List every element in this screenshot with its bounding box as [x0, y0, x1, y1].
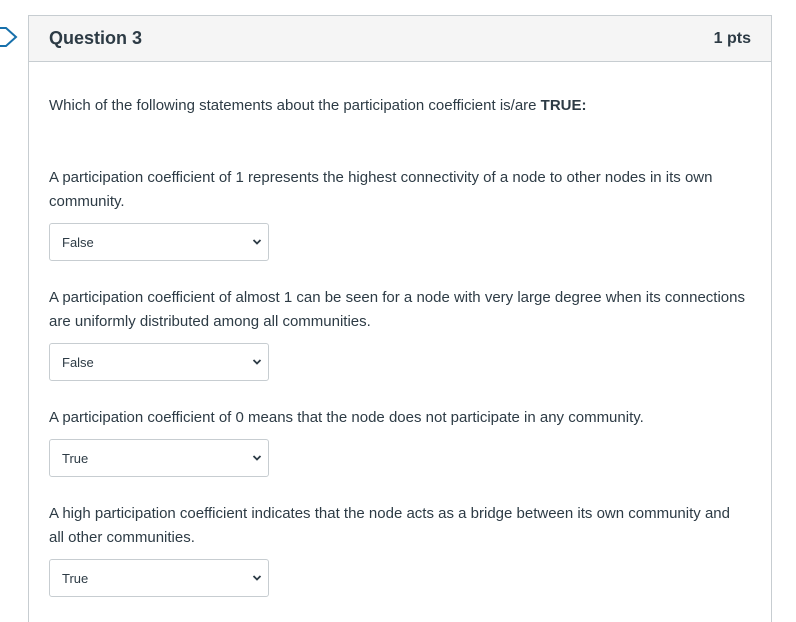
question-points: 1 pts — [713, 29, 751, 47]
statement-1-text: A participation coefficient of 1 represents the highest connectivity of a node to other nodes in its own community. — [49, 169, 713, 210]
statement-3-text: A participation coefficient of 0 means that the node does not participate in any community. — [49, 409, 644, 426]
statement-2-select[interactable] — [49, 343, 269, 381]
prompt-text: Which of the following statements about the participation coefficient is/are — [49, 97, 541, 114]
chevron-down-icon — [252, 237, 262, 247]
statement-4-text: A high participation coefficient indicates that the node acts as a bridge between its own community and all other communities. — [49, 505, 730, 546]
statement-3-select[interactable] — [49, 439, 269, 477]
statement-1-select[interactable] — [49, 223, 269, 261]
statement-4-select[interactable] — [49, 559, 269, 597]
statement-3-selected-value: True — [62, 450, 89, 466]
chevron-down-icon — [252, 357, 262, 367]
question-header — [29, 16, 771, 62]
statement-2-selected-value: False — [62, 354, 94, 370]
statement-4-selected-value: True — [62, 570, 89, 586]
question-card — [28, 15, 772, 622]
chevron-down-icon — [252, 453, 262, 463]
statement-1-selected-value: False — [62, 234, 94, 250]
question-prompt — [49, 94, 587, 118]
question-title: Question 3 — [49, 28, 143, 48]
chevron-down-icon — [252, 573, 262, 583]
statement-2-text: A participation coefficient of almost 1 can be seen for a node with very large degree when its connections are uniformly distributed among all communities. — [49, 289, 745, 330]
prompt-emphasis: TRUE: — [540, 97, 587, 114]
flag-question-icon[interactable] — [0, 27, 18, 47]
